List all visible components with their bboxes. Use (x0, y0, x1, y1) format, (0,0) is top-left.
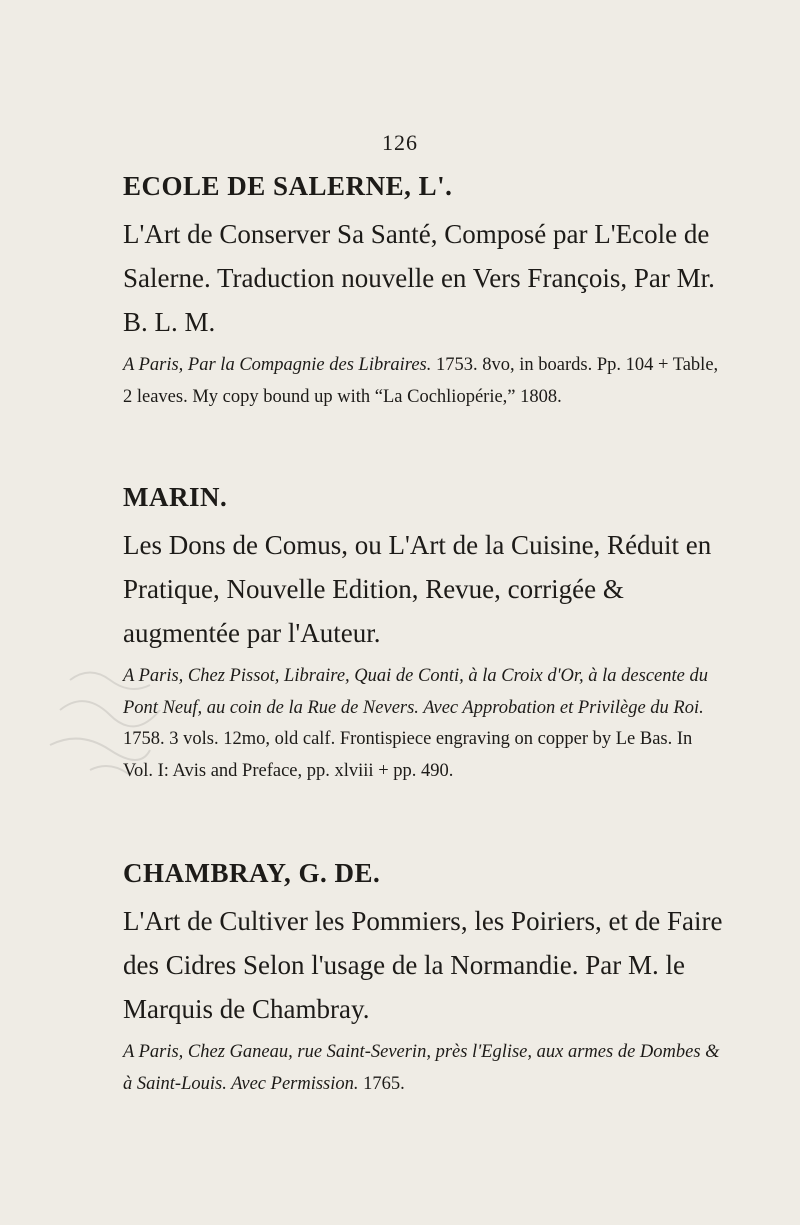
catalog-entry-chambray (123, 860, 723, 1100)
imprint-publisher: A Paris, Chez Ganeau, rue Saint-Severin, près l'Eglise, aux armes de Dombes & à Saint-Louis. Avec Permission. (123, 1042, 720, 1094)
entry-imprint (123, 661, 723, 787)
imprint-details: 1758. 3 vols. 12mo, old calf. Frontispiece engraving on copper by Le Bas. In Vol. I: Avis and Preface, pp. xlviii + pp. 490. (123, 729, 693, 781)
imprint-publisher: A Paris, Par la Compagnie des Libraires. (123, 355, 432, 375)
entry-heading: ECOLE DE SALERNE, L'. (123, 171, 453, 201)
catalog-entry-ecole-de-salerne (123, 173, 723, 413)
entry-title: L'Art de Cultiver les Pommiers, les Poiriers, et de Faire des Cidres Selon l'usage de la Normandie. Par M. le Marquis de Chambray. (123, 906, 723, 1024)
entry-title: L'Art de Conserver Sa Santé, Composé par L'Ecole de Salerne. Traduction nouvelle en Vers François, Par Mr. B. L. M. (123, 219, 715, 337)
page-number: 126 (382, 130, 418, 155)
entry-heading: MARIN. (123, 482, 228, 512)
entry-imprint (123, 1037, 723, 1100)
entry-heading: CHAMBRAY, G. DE. (123, 858, 381, 888)
catalog-entry-marin (123, 484, 723, 787)
imprint-details: 1753. 8vo, in boards. Pp. 104 + Table, 2 leaves. My copy bound up with “La Cochliopérie,” 1808. (123, 355, 719, 407)
entry-title: Les Dons de Comus, ou L'Art de la Cuisine, Réduit en Pratique, Nouvelle Edition, Revue, corrigée & augmentée par l'Auteur. (123, 530, 712, 648)
imprint-details: 1765. (358, 1073, 405, 1094)
entry-imprint (123, 350, 723, 413)
imprint-publisher: A Paris, Chez Pissot, Libraire, Quai de Conti, à la Croix d'Or, à la descente du Pont Neuf, au coin de la Rue de Nevers. Avec Approbation et Privilège du Roi. (123, 666, 708, 718)
